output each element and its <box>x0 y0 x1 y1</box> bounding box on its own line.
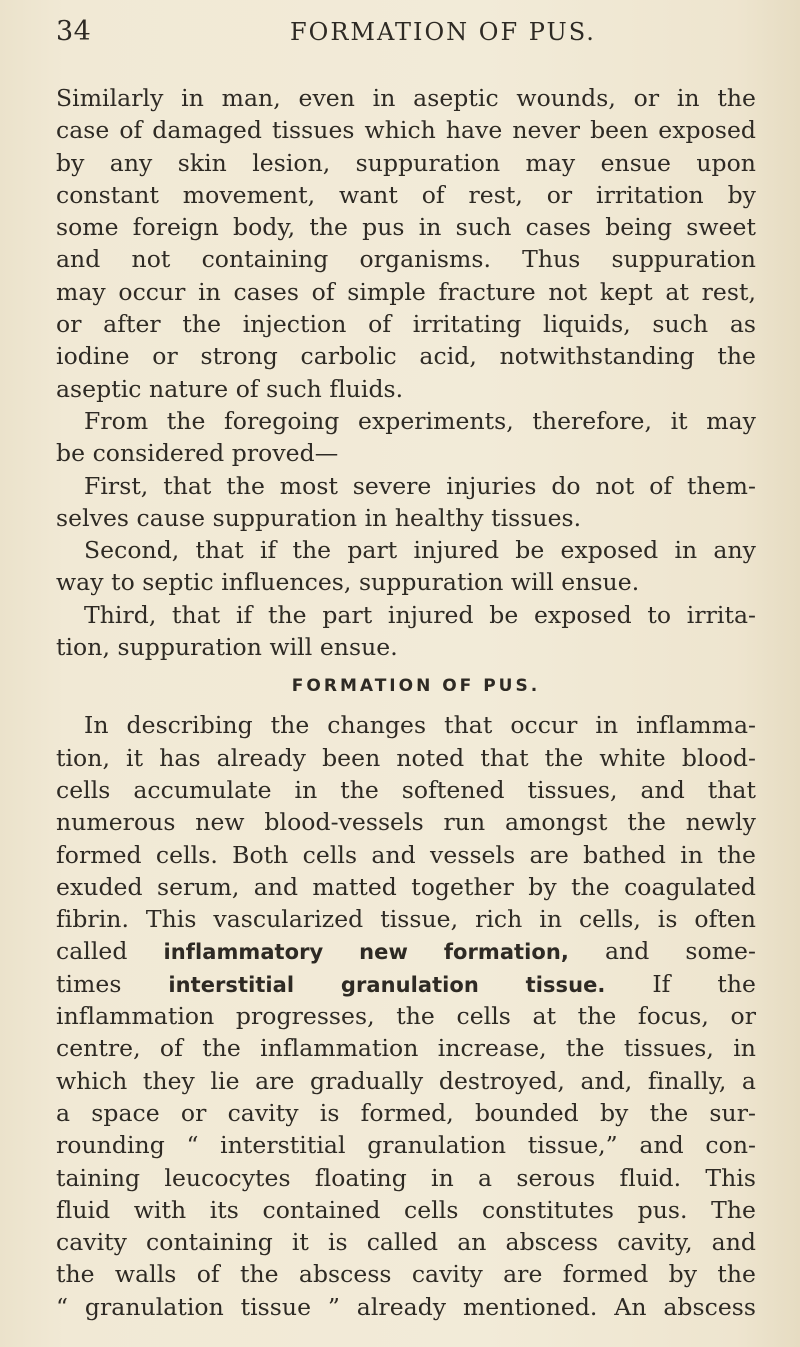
text-line: taining leucocytes floating in a serous fluid. This <box>56 1163 756 1192</box>
text-line: which they lie are gradually destroyed, and, finally, a <box>56 1066 756 1095</box>
running-title: FORMATION OF PUS. <box>290 18 596 46</box>
text-line: may occur in cases of simple fracture not kept at rest, <box>56 277 756 306</box>
paragraph-first-conclusion <box>56 470 756 535</box>
text-line <box>56 935 756 967</box>
text-line: numerous new blood-vessels run amongst the newly <box>56 808 756 837</box>
text-line: Similarly in man, even in aseptic wounds, or in the <box>56 84 756 112</box>
text-line: cells accumulate in the softened tissues, and that <box>56 775 756 804</box>
paragraph-aseptic-wounds <box>56 82 756 405</box>
text-line: the walls of the abscess cavity are formed by the <box>56 1260 756 1289</box>
text-line: inflammation progresses, the cells at the focus, or <box>56 1002 756 1031</box>
text-line: cavity containing it is called an abscess cavity, and <box>56 1228 756 1257</box>
text-span: times <box>56 969 169 998</box>
text-line: rounding “ interstitial granulation tissue,” and con- <box>56 1131 756 1160</box>
text-line: Third, that if the part injured be exposed to irrita- <box>84 600 756 629</box>
text-line: In describing the changes that occur in inflamma- <box>84 711 756 740</box>
text-line: selves cause suppuration in healthy tissues. <box>56 503 582 532</box>
paragraph-third-conclusion <box>56 599 756 664</box>
text-span: If the <box>605 969 756 998</box>
bold-term-interstitial-granulation-tissue: interstitial granulation tissue. <box>168 972 606 997</box>
text-line: First, that the most severe injuries do not of them- <box>84 471 756 500</box>
text-line: tion, it has already been noted that the white blood- <box>56 743 756 772</box>
text-line: constant movement, want of rest, or irritation by <box>56 180 756 209</box>
text-line: way to septic influences, suppuration will ensue. <box>56 568 640 597</box>
paragraph-conclusion-intro <box>56 405 756 470</box>
section-heading: FORMATION OF PUS. <box>291 676 541 697</box>
text-line <box>56 968 756 1000</box>
paragraph-formation-of-pus <box>56 709 756 1323</box>
text-line: iodine or strong carbolic acid, notwithstanding the <box>56 342 756 371</box>
text-line: fibrin. This vascularized tissue, rich in cells, is often <box>56 905 756 934</box>
page-header <box>0 16 800 56</box>
text-line: fluid with its contained cells constitutes pus. The <box>56 1195 756 1224</box>
text-line: be considered proved— <box>56 439 339 468</box>
page-number: 34 <box>56 16 92 47</box>
text-span: and some- <box>568 937 756 966</box>
text-line: aseptic nature of such fluids. <box>56 374 404 403</box>
text-line: tion, suppuration will ensue. <box>56 633 398 662</box>
text-line: Second, that if the part injured be exposed in any <box>84 536 756 565</box>
text-line: a space or cavity is formed, bounded by the sur- <box>56 1098 756 1127</box>
text-span: called <box>56 937 164 966</box>
text-line: or after the injection of irritating liquids, such as <box>56 310 756 339</box>
text-line: centre, of the inflammation increase, the tissues, in <box>56 1034 756 1063</box>
text-line: and not containing organisms. Thus suppuration <box>56 245 756 274</box>
text-line: some foreign body, the pus in such cases being sweet <box>56 213 756 242</box>
bold-term-inflammatory-new-formation: inflammatory new formation, <box>163 940 569 965</box>
body-text <box>56 82 756 1323</box>
text-line: From the foregoing experiments, therefore, it may <box>84 406 756 435</box>
text-line: “ granulation tissue ” already mentioned. An abscess <box>56 1292 756 1321</box>
paragraph-second-conclusion <box>56 534 756 599</box>
text-line: formed cells. Both cells and vessels are bathed in the <box>56 840 756 869</box>
text-line: by any skin lesion, suppuration may ensue upon <box>56 148 756 177</box>
text-line: exuded serum, and matted together by the coagulated <box>56 872 756 901</box>
text-line: case of damaged tissues which have never been exposed <box>56 116 756 145</box>
